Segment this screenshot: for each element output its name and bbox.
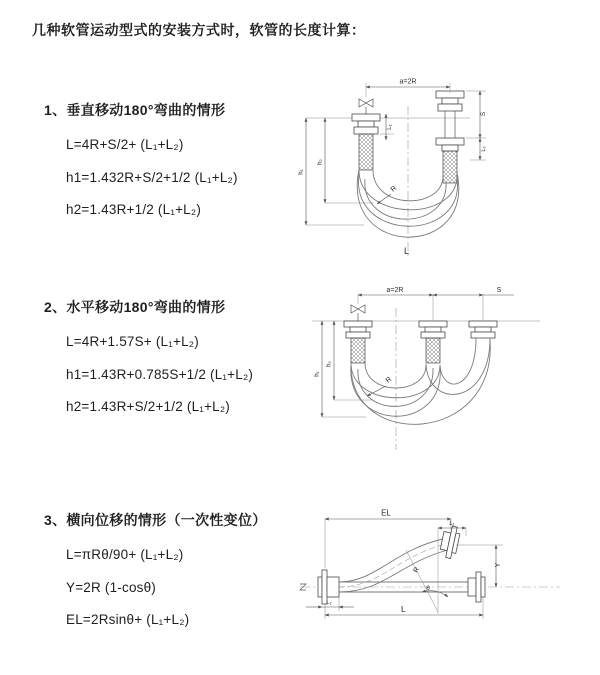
radius-label: R: [384, 375, 394, 385]
formula-list: [66, 326, 314, 424]
valve-icon: [351, 305, 365, 321]
dim-label-s: S: [496, 287, 502, 294]
right-hose-connector: [436, 91, 464, 183]
dim-label-l2: L₂: [481, 146, 487, 152]
middle-hose-connector: [419, 321, 447, 363]
section-horizontal-movement: [44, 297, 314, 424]
left-hose-connector: [344, 321, 372, 363]
formula-h1: h1=1.432R+S/2+1/2 (L₁+L₂): [66, 169, 238, 185]
formula-h2: h2=1.43R+S/2+1/2 (L₁+L₂): [66, 399, 230, 414]
curved-hose-displaced-position: [339, 539, 448, 592]
length-label: L: [401, 604, 406, 614]
formula-length: L=πRθ/90+ (L₁+L₂): [66, 547, 184, 562]
dim-label-a2r: a=2R: [386, 287, 404, 294]
formula-h2: h2=1.43R+1/2 (L₁+L₂): [66, 202, 202, 217]
formula-y: Y=2R (1-cosθ): [66, 579, 157, 595]
section-lateral-displacement: [44, 510, 314, 637]
angle-label: θ: [426, 585, 430, 592]
formula-el: EL=2Rsinθ+ (L₁+L₂): [66, 612, 190, 627]
dim-label-y: Y: [495, 562, 502, 568]
right-hose-connector: [469, 321, 497, 338]
dimensions: [306, 509, 503, 620]
dim-label-h1: h₁: [298, 169, 305, 175]
section-vertical-movement: [44, 100, 314, 227]
hose-curves: [351, 338, 490, 424]
diagram-vertical-180-bend: [298, 70, 598, 265]
dim-label-el: EL: [381, 508, 391, 518]
valve-icon: [359, 99, 373, 114]
tilted-flange-displaced-position: [439, 525, 461, 560]
dim-label-l1: L₁: [449, 521, 455, 527]
formula-h1: h1=1.43R+0.785S+1/2 (L₁+L₂): [66, 366, 254, 382]
formula-length: L=4R+S/2+ (L₁+L₂): [66, 137, 184, 152]
radius-label: R: [389, 184, 399, 194]
diagram-lateral-displacement: [298, 498, 598, 663]
formula-list: [66, 129, 314, 227]
page-title: 几种软管运动型式的安装方式时，软管的长度计算：: [32, 22, 366, 38]
radius-label: R: [412, 566, 422, 574]
dim-label-h2: h₂: [326, 361, 333, 367]
left-flange: [318, 570, 339, 604]
section-heading: 1、垂直移动180°弯曲的情形: [44, 102, 226, 118]
section-heading: 3、横向位移的情形（一次性变位）: [44, 512, 267, 528]
dimensions: [315, 287, 515, 417]
angle-construction: [406, 550, 448, 612]
dim-label-a2r: a=2R: [399, 78, 417, 86]
right-flange-original-position: [468, 572, 485, 602]
left-hose-connector: [352, 114, 380, 170]
dim-label-l2: L₂: [326, 600, 332, 606]
length-label: L: [404, 246, 410, 256]
dim-label-h2: h₂: [317, 159, 324, 165]
formula-length: L=4R+1.57S+ (L₁+L₂): [66, 334, 199, 349]
section-heading: 2、水平移动180°弯曲的情形: [44, 299, 226, 315]
formula-list: [66, 539, 314, 637]
diagram-horizontal-180-bend: [300, 282, 590, 472]
dim-label-s: S: [480, 111, 487, 117]
dim-label-l1: L₁: [387, 124, 393, 130]
dim-label-h1: h₁: [314, 371, 321, 377]
